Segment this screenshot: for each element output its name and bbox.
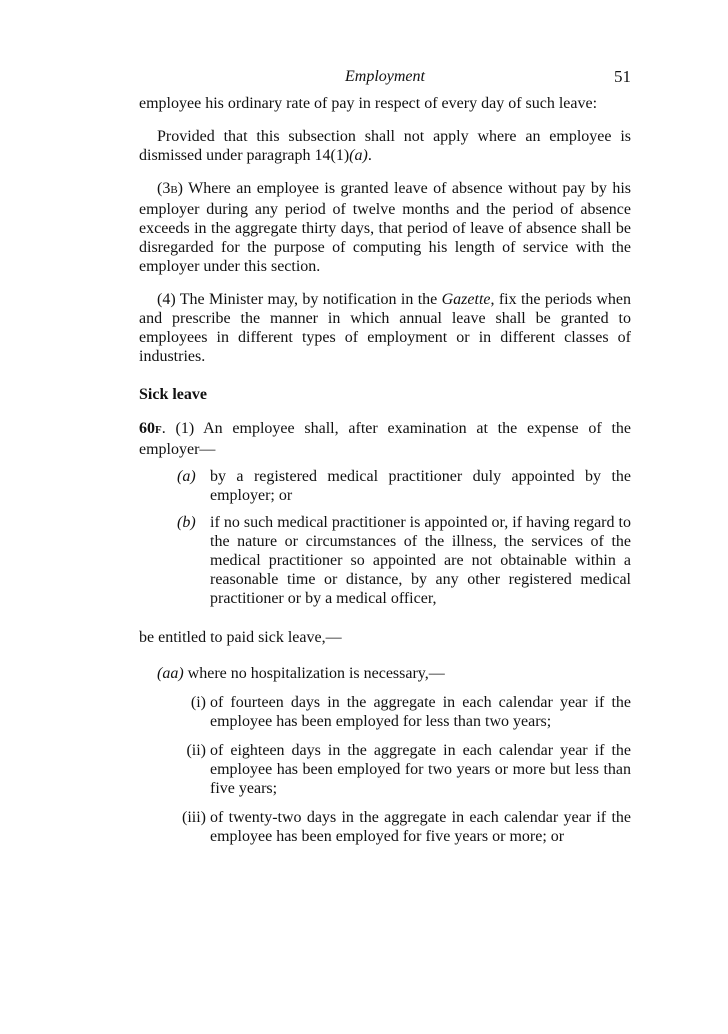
list-item <box>139 693 631 731</box>
paragraph-leave-pay: employee his ordinary rate of pay in respect of every day of such leave: <box>139 95 598 112</box>
subsection-3b <box>139 179 631 276</box>
section-intro-text: . (1) An employee shall, after examination at the expense of the employer— <box>139 420 631 458</box>
list-item <box>139 741 631 798</box>
item-text: if no such medical practitioner is appointed or, if having regard to the nature or circumstances of the illness, the services of the medical practitioner so appointed are not obtainable within a reasonable time or distance, by any other registered medical practitioner or by a medical officer, <box>210 514 631 607</box>
gazette-ref: Gazette <box>441 291 491 308</box>
aa-label: (aa) <box>157 665 184 682</box>
subsection-4-end: , fix the periods when and prescribe the manner in which annual leave shall be granted to employees in different types of employment or in different classes of industries. <box>139 291 632 365</box>
subsection-3b-text: ) Where an employee is granted leave of absence without pay by his employer during any period of twelve months and the period of absence exceeds in the aggregate thirty days, that period of leave of absence shall be disregarded for the purpose of computing his length of service with the employer under this section. <box>139 180 631 275</box>
subsection-3b-letter: B <box>170 184 178 196</box>
roman-text: of twenty-two days in the aggregate in each calendar year if the employee has been employed for five years or more; or <box>210 809 631 845</box>
page-number: 51 <box>614 67 631 86</box>
subsection-4-start: (4) The Minister may, by notification in the <box>157 291 442 308</box>
section-number <box>139 420 162 437</box>
proviso-text: Provided that this subsection shall not apply where an employee is dismissed under paragraph 14(1) <box>139 128 631 164</box>
list-item <box>139 513 631 608</box>
subsection-4 <box>139 290 631 366</box>
section-number-digits: 60 <box>139 420 155 437</box>
roman-label: (ii) <box>186 742 206 759</box>
item-label: (a) <box>177 468 196 485</box>
document-page <box>139 68 631 846</box>
subsection-3b-num: (3 <box>157 180 171 197</box>
roman-label: (iii) <box>182 809 206 826</box>
aa-text: where no hospitalization is necessary,— <box>183 665 445 682</box>
item-text: by a registered medical practitioner duly appointed by the employer; or <box>210 468 631 504</box>
practitioner-list <box>139 467 631 608</box>
entitlement-line: be entitled to paid sick leave,— <box>139 629 342 646</box>
roman-label: (i) <box>190 694 206 711</box>
paragraph-aa <box>139 664 631 683</box>
section-heading: Sick leave <box>139 386 207 403</box>
section-60f-intro <box>139 419 631 459</box>
proviso-paragraph <box>139 127 631 165</box>
proviso-paragraph-ref: (a) <box>349 147 368 164</box>
running-header <box>139 68 631 94</box>
section-number-letter: F <box>155 424 162 436</box>
list-item <box>139 467 631 505</box>
list-item <box>139 808 631 846</box>
roman-text: of eighteen days in the aggregate in each calendar year if the employee has been employed for two years or more but less than five years; <box>210 742 631 797</box>
running-title: Employment <box>345 68 425 85</box>
roman-text: of fourteen days in the aggregate in each calendar year if the employee has been employed for less than two years; <box>210 694 631 730</box>
proviso-end: . <box>367 147 372 164</box>
item-label: (b) <box>177 514 196 531</box>
